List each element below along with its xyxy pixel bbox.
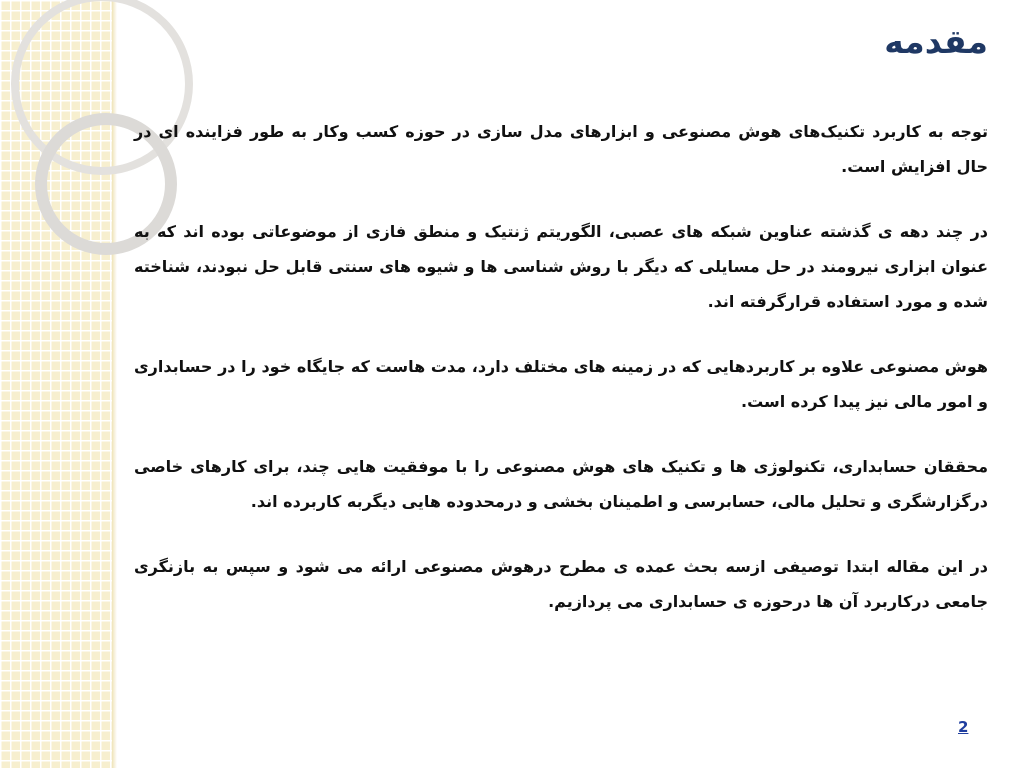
slide-body	[134, 114, 988, 649]
paragraph-ai-accounting: هوش مصنوعی علاوه بر کاربردهایی که در زمینه های مختلف دارد، مدت هاست که جایگاه خود را در حسابداری و امور مالی نیز پیدا کرده است.	[134, 357, 988, 411]
paragraph-researchers: محققان حسابداری، تکنولوژی ها و تکنیک های هوش مصنوعی را با موفقیت هایی چند، برای کارهای خاصی درگزارشگری و تحلیل مالی، حسابرسی و اطمینان بخشی و درمحدوده هایی دیگربه کاربرده اند.	[134, 457, 988, 511]
paragraph-intro: توجه به کاربرد تکنیک‌های هوش مصنوعی و ابزارهای مدل سازی در حوزه کسب وکار به طور فزاینده ای در حال افزایش است.	[134, 122, 988, 176]
paragraph-article-plan: در این مقاله ابتدا توصیفی ازسه بحث عمده ی مطرح درهوش مصنوعی ارائه می شود و سپس به بازنگری جامعی درکاربرد آن ها درحوزه ی حسابداری می پردازیم.	[134, 557, 988, 611]
page-number[interactable]: 2	[958, 718, 969, 736]
slide-title: مقدمه	[884, 22, 988, 61]
paragraph-neural-genetic-fuzzy: در چند دهه ی گذشته عناوین شبکه های عصبی، الگوریتم ژنتیک و منطق فازی از موضوعاتی بوده اند که به عنوان ابزاری نیرومند در حل مسایلی که دیگر با روش شناسی ها و شیوه های سنتی قابل حل نبودند، شناخته شده و مورد استفاده قرارگرفته اند.	[134, 222, 988, 311]
